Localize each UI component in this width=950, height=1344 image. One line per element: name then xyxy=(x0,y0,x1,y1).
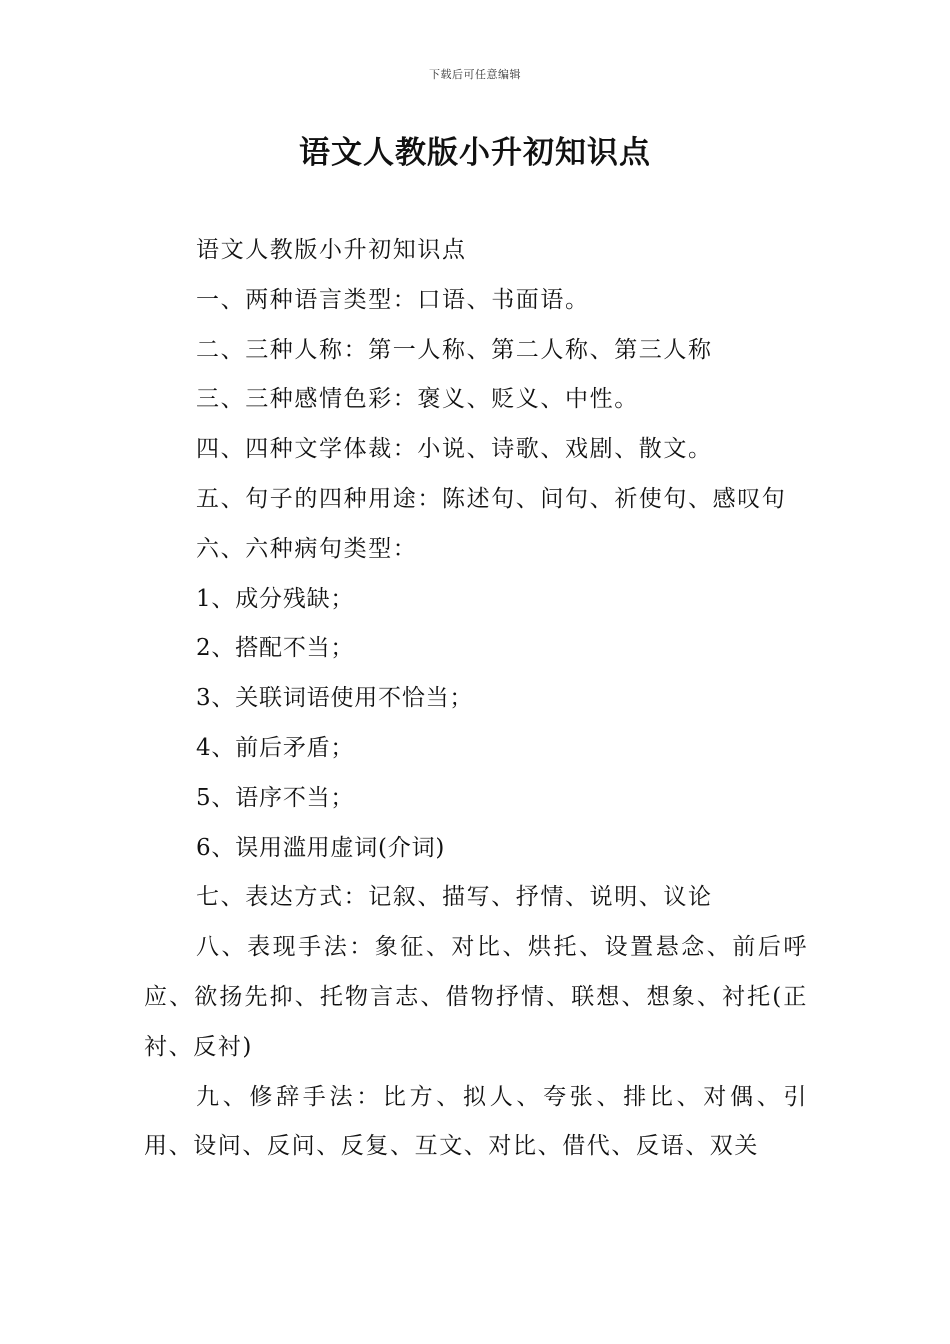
list-item: 2、搭配不当； xyxy=(196,635,355,662)
paragraph-intro: 语文人教版小升初知识点 xyxy=(196,237,467,263)
paragraph-5: 五、句子的四种用途：陈述句、问句、祈使句、感叹句 xyxy=(196,485,787,512)
paragraph-9: 九、修辞手法：比方、拟人、夸张、排比、对偶、引用、设问、反问、反复、互文、对比、借代、反语、双关 xyxy=(144,1083,808,1160)
list-item: 5、语序不当； xyxy=(196,784,355,811)
paragraph-3: 三、三种感情色彩：褒义、贬义、中性。 xyxy=(196,386,639,413)
list-item: 1、成分残缺； xyxy=(196,585,355,612)
document-title: 语文人教版小升初知识点 xyxy=(299,135,651,171)
list-item: 4、前后矛盾； xyxy=(196,734,355,761)
paragraph-4: 四、四种文学体裁：小说、诗歌、戏剧、散文。 xyxy=(196,436,713,463)
header-note: 下载后可任意编辑 xyxy=(429,68,521,81)
paragraph-8: 八、表现手法：象征、对比、烘托、设置悬念、前后呼应、欲扬先抑、托物言志、借物抒情、联想、想象、衬托(正衬、反衬) xyxy=(144,934,808,1060)
list-item: 6、误用滥用虚词(介词) xyxy=(196,834,446,861)
paragraph-2: 二、三种人称：第一人称、第二人称、第三人称 xyxy=(196,336,713,363)
document-body xyxy=(144,226,808,1172)
paragraph-7: 七、表达方式：记叙、描写、抒情、说明、议论 xyxy=(196,884,713,911)
list-item: 3、关联词语使用不恰当； xyxy=(196,685,474,712)
paragraph-6: 六、六种病句类型： xyxy=(196,535,418,562)
paragraph-1: 一、两种语言类型：口语、书面语。 xyxy=(196,286,590,313)
